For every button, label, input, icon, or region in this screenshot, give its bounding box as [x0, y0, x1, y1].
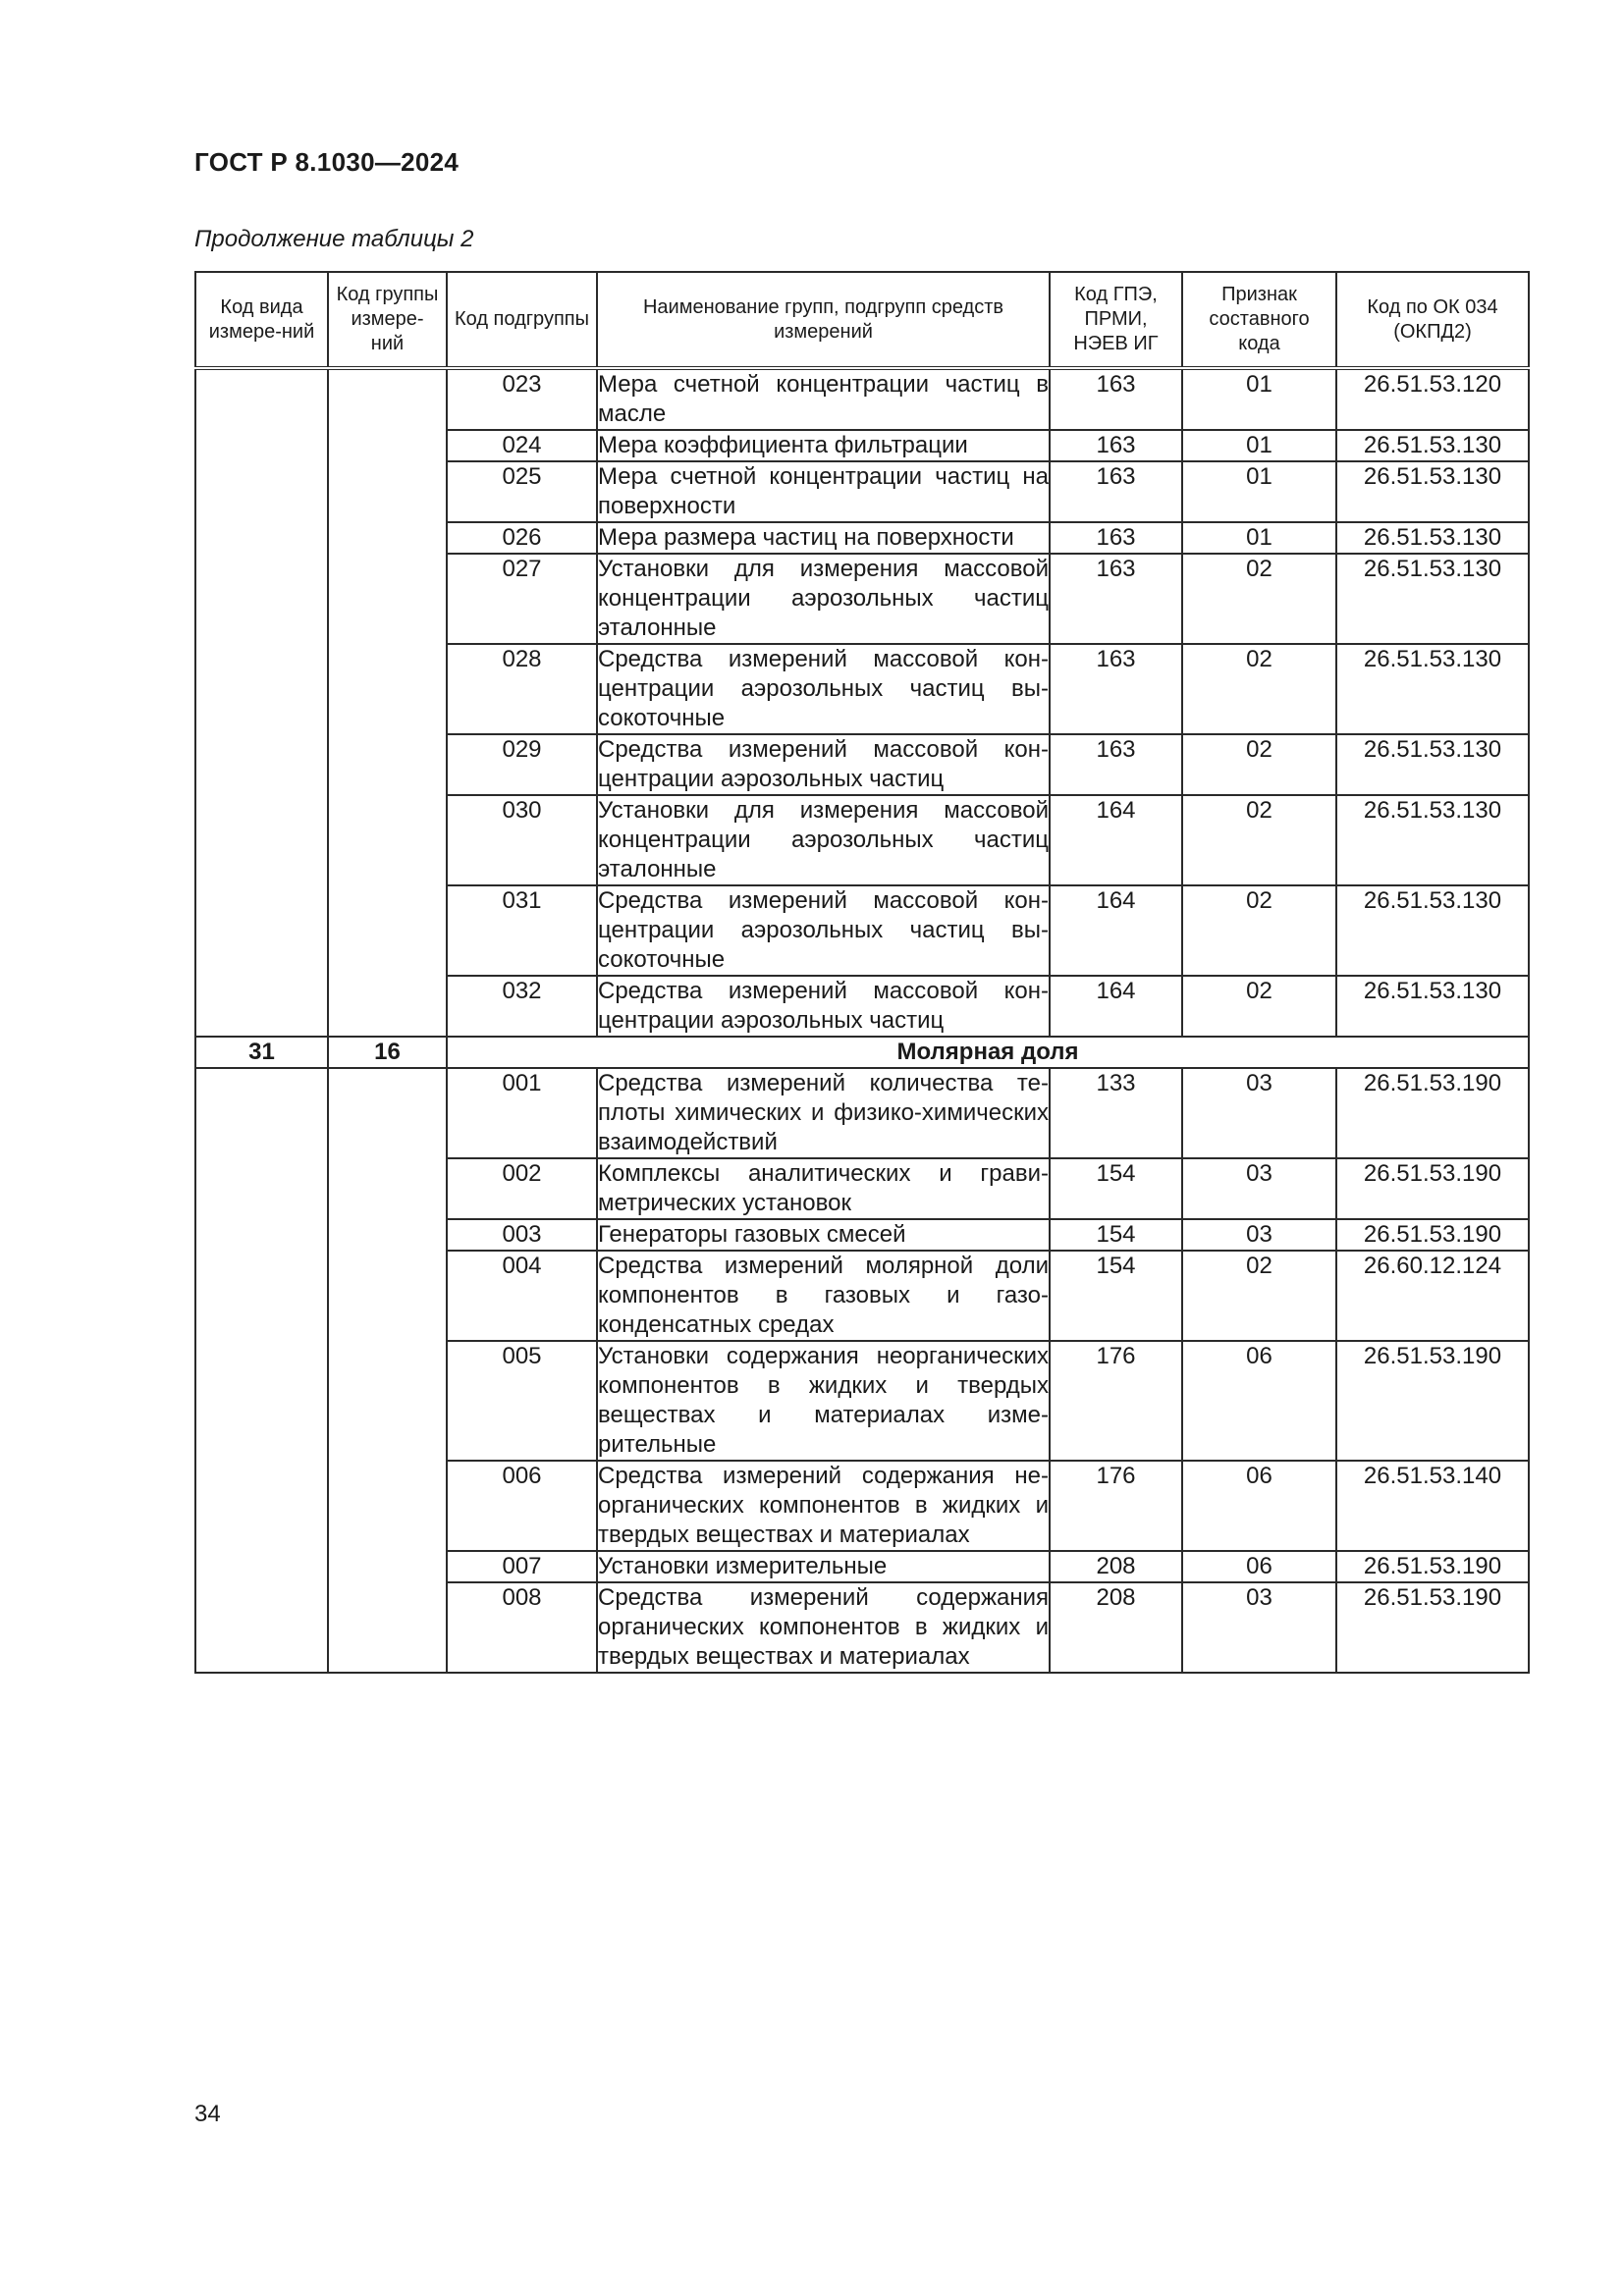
subgroup-code: 030 [447, 795, 597, 885]
column-header-kind: Код вида измере-ний [195, 272, 328, 368]
subgroup-name: Средства измерений массовой концентрации аэрозольных частиц [597, 734, 1050, 795]
gpe-code: 154 [1050, 1158, 1182, 1219]
subgroup-name: Средства измерений содержания неорганических компонентов в жидких и твердых веществах и материалах [597, 1461, 1050, 1551]
subgroup-name: Средства измерений массовой концентрации аэрозольных частиц высокоточные [597, 644, 1050, 734]
composite-sign: 02 [1182, 644, 1336, 734]
gpe-code: 208 [1050, 1582, 1182, 1673]
subgroup-name: Установки измерительные [597, 1551, 1050, 1582]
document-title: ГОСТ Р 8.1030—2024 [194, 147, 460, 177]
gpe-code: 154 [1050, 1251, 1182, 1341]
subgroup-name: Средства измерений массовой концентрации аэрозольных частиц высокоточные [597, 885, 1050, 976]
okpd-code: 26.51.53.130 [1336, 795, 1529, 885]
gpe-code: 163 [1050, 461, 1182, 522]
gpe-code: 164 [1050, 885, 1182, 976]
okpd-code: 26.60.12.124 [1336, 1251, 1529, 1341]
subgroup-code: 005 [447, 1341, 597, 1461]
table-group-section [195, 1037, 1529, 1068]
composite-sign: 06 [1182, 1461, 1336, 1551]
measurement-groups-table [194, 271, 1530, 1674]
subgroup-code: 008 [447, 1582, 597, 1673]
subgroup-code: 007 [447, 1551, 597, 1582]
okpd-code: 26.51.53.130 [1336, 885, 1529, 976]
subgroup-name: Средства измерений содержания органических компонентов в жидких и твердых веществах и материалах [597, 1582, 1050, 1673]
subgroup-name: Установки для измерения массовой концентрации аэрозольных частиц эталонные [597, 795, 1050, 885]
table-row [195, 368, 1529, 430]
gpe-code: 133 [1050, 1068, 1182, 1158]
group-row [195, 1037, 1529, 1068]
table-section-2 [195, 1068, 1529, 1673]
subgroup-code: 031 [447, 885, 597, 976]
column-header-okpd: Код по ОК 034 (ОКПД2) [1336, 272, 1529, 368]
gpe-code: 163 [1050, 522, 1182, 554]
group-kind-code: 31 [195, 1037, 328, 1068]
gpe-code: 163 [1050, 430, 1182, 461]
okpd-code: 26.51.53.190 [1336, 1068, 1529, 1158]
gpe-code: 163 [1050, 368, 1182, 430]
subgroup-code: 027 [447, 554, 597, 644]
subgroup-name: Средства измерений массовой концентрации аэрозольных частиц [597, 976, 1050, 1037]
group-code-cell [328, 1068, 447, 1673]
table-caption: Продолжение таблицы 2 [194, 226, 474, 252]
okpd-code: 26.51.53.130 [1336, 734, 1529, 795]
okpd-code: 26.51.53.130 [1336, 522, 1529, 554]
okpd-code: 26.51.53.130 [1336, 976, 1529, 1037]
okpd-code: 26.51.53.130 [1336, 644, 1529, 734]
composite-sign: 03 [1182, 1219, 1336, 1251]
subgroup-name: Мера счетной концентрации частиц в масле [597, 368, 1050, 430]
okpd-code: 26.51.53.130 [1336, 461, 1529, 522]
subgroup-name: Генераторы газовых смесей [597, 1219, 1050, 1251]
composite-sign: 02 [1182, 976, 1336, 1037]
table-section-1 [195, 368, 1529, 1037]
column-header-gpe: Код ГПЭ, ПРМИ, НЭЕВ ИГ [1050, 272, 1182, 368]
subgroup-code: 023 [447, 368, 597, 430]
composite-sign: 02 [1182, 795, 1336, 885]
okpd-code: 26.51.53.190 [1336, 1158, 1529, 1219]
subgroup-code: 024 [447, 430, 597, 461]
subgroup-code: 001 [447, 1068, 597, 1158]
composite-sign: 01 [1182, 522, 1336, 554]
page-number: 34 [194, 2101, 221, 2127]
subgroup-name: Мера коэффициента фильтрации [597, 430, 1050, 461]
table-header-row [195, 272, 1529, 368]
composite-sign: 03 [1182, 1582, 1336, 1673]
composite-sign: 02 [1182, 1251, 1336, 1341]
subgroup-name: Средства измерений молярной доли компонентов в газовых и газоконденсатных средах [597, 1251, 1050, 1341]
gpe-code: 164 [1050, 795, 1182, 885]
subgroup-name: Установки содержания неорганических компонентов в жидких и твердых веществах и материалах измерительные [597, 1341, 1050, 1461]
composite-sign: 01 [1182, 461, 1336, 522]
group-title: Молярная доля [447, 1037, 1529, 1068]
composite-sign: 03 [1182, 1158, 1336, 1219]
subgroup-code: 032 [447, 976, 597, 1037]
composite-sign: 06 [1182, 1551, 1336, 1582]
subgroup-code: 003 [447, 1219, 597, 1251]
subgroup-name: Установки для измерения массовой концентрации аэрозольных частиц эталонные [597, 554, 1050, 644]
group-group-code: 16 [328, 1037, 447, 1068]
composite-sign: 03 [1182, 1068, 1336, 1158]
subgroup-code: 006 [447, 1461, 597, 1551]
column-header-name: Наименование групп, подгрупп средств измерений [597, 272, 1050, 368]
gpe-code: 163 [1050, 644, 1182, 734]
okpd-code: 26.51.53.130 [1336, 554, 1529, 644]
okpd-code: 26.51.53.190 [1336, 1219, 1529, 1251]
subgroup-name: Мера размера частиц на поверхности [597, 522, 1050, 554]
okpd-code: 26.51.53.190 [1336, 1551, 1529, 1582]
gpe-code: 164 [1050, 976, 1182, 1037]
okpd-code: 26.51.53.190 [1336, 1582, 1529, 1673]
subgroup-code: 028 [447, 644, 597, 734]
table-row [195, 1068, 1529, 1158]
subgroup-code: 002 [447, 1158, 597, 1219]
subgroup-code: 004 [447, 1251, 597, 1341]
okpd-code: 26.51.53.130 [1336, 430, 1529, 461]
gpe-code: 163 [1050, 734, 1182, 795]
column-header-sign: Признак составного кода [1182, 272, 1336, 368]
subgroup-name: Средства измерений количества теплоты химических и физико-химических взаимодействий [597, 1068, 1050, 1158]
okpd-code: 26.51.53.190 [1336, 1341, 1529, 1461]
gpe-code: 163 [1050, 554, 1182, 644]
subgroup-code: 029 [447, 734, 597, 795]
gpe-code: 154 [1050, 1219, 1182, 1251]
gpe-code: 208 [1050, 1551, 1182, 1582]
okpd-code: 26.51.53.120 [1336, 368, 1529, 430]
kind-code-cell [195, 1068, 328, 1673]
column-header-group: Код группы измере-ний [328, 272, 447, 368]
composite-sign: 06 [1182, 1341, 1336, 1461]
subgroup-name: Мера счетной концентрации частиц на поверхности [597, 461, 1050, 522]
composite-sign: 01 [1182, 430, 1336, 461]
composite-sign: 02 [1182, 554, 1336, 644]
composite-sign: 02 [1182, 885, 1336, 976]
column-header-subgroup: Код подгруппы [447, 272, 597, 368]
composite-sign: 01 [1182, 368, 1336, 430]
gpe-code: 176 [1050, 1341, 1182, 1461]
composite-sign: 02 [1182, 734, 1336, 795]
subgroup-code: 025 [447, 461, 597, 522]
subgroup-code: 026 [447, 522, 597, 554]
okpd-code: 26.51.53.140 [1336, 1461, 1529, 1551]
gpe-code: 176 [1050, 1461, 1182, 1551]
group-code-cell [328, 368, 447, 1037]
kind-code-cell [195, 368, 328, 1037]
subgroup-name: Комплексы аналитических и гравиметрических установок [597, 1158, 1050, 1219]
